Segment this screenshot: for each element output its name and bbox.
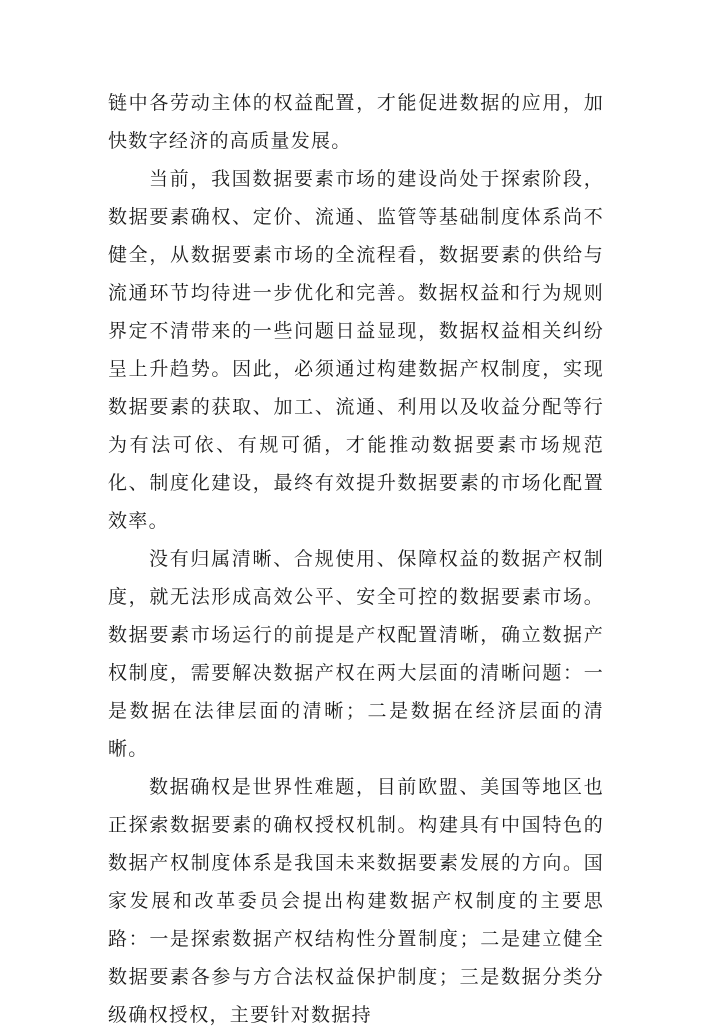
paragraph-data-confirmation: 数据确权是世界性难题，目前欧盟、美国等地区也正探索数据要素的确权授权机制。构建具有中国特色的数据产权制度体系是我国未来数据要素发展的方向。国家发展和改革委员会提出构建数据产权制度的主要思路：一是探索数据产权结构性分置制度；二是建立健全数据要素各参与方合法权益保护制度；三是数据分类分级确权授权，主要针对数据持 [108, 776, 604, 1026]
paragraph-continued: 链中各劳动主体的权益配置，才能促进数据的应用，加快数字经济的高质量发展。 [108, 92, 604, 152]
paragraph-property-rights: 没有归属清晰、合规使用、保障权益的数据产权制度，就无法形成高效公平、安全可控的数据要素市场。数据要素市场运行的前提是产权配置清晰，确立数据产权制度，需要解决数据产权在两大层面的清晰问题：一是数据在法律层面的清晰；二是数据在经济层面的清晰。 [108, 548, 604, 760]
paragraph-current-status: 当前，我国数据要素市场的建设尚处于探索阶段，数据要素确权、定价、流通、监管等基础制度体系尚不健全，从数据要素市场的全流程看，数据要素的供给与流通环节均待进一步优化和完善。数据权益和行为规则界定不清带来的一些问题日益显现，数据权益相关纠纷呈上升趋势。因此，必须通过构建数据产权制度，实现数据要素的获取、加工、流通、利用以及收益分配等行为有法可依、有规可循，才能推动数据要素市场规范化、制度化建设，最终有效提升数据要素的市场化配置效率。 [108, 168, 604, 532]
document-body [108, 84, 604, 1034]
